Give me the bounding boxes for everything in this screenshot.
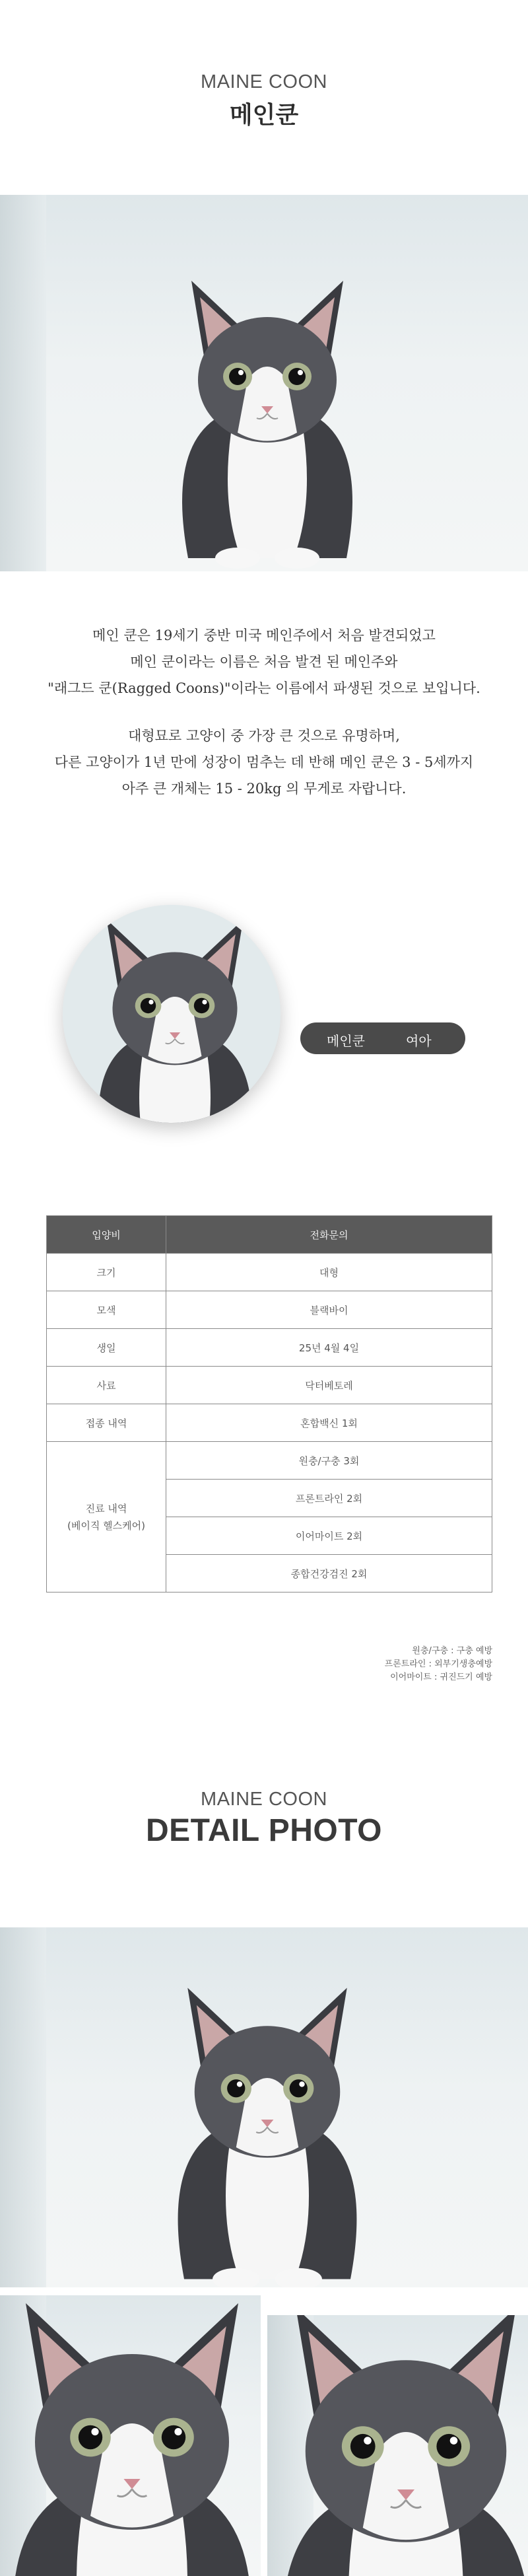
breed-label: 메인쿤 <box>327 1033 365 1049</box>
row-value: 혼합백신 1회 <box>166 1404 492 1442</box>
detail-eyebrow: MAINE COON <box>201 1789 327 1810</box>
kitten-portrait-circle <box>63 905 280 1123</box>
care-item: 이어마이트 2회 <box>166 1517 492 1555</box>
table-row <box>47 1367 492 1404</box>
table-row <box>47 1404 492 1442</box>
note-line: 원충/구충 : 구충 예방 <box>412 1646 492 1656</box>
row-label: 접종 내역 <box>47 1404 166 1442</box>
row-label: 사료 <box>47 1367 166 1404</box>
intro-line: 메인 쿤은 19세기 중반 미국 메인주에서 처음 발견되었고 <box>92 627 436 643</box>
detail-photo-left <box>0 2295 261 2576</box>
note-line: 이어마이트 : 귀진드기 예방 <box>390 1672 492 1682</box>
hero-kitten-photo <box>0 195 528 571</box>
intro-line: "래그드 쿤(Ragged Coons)"이라는 이름에서 파생된 것으로 보입니다. <box>48 680 480 696</box>
row-value: 닥터베토레 <box>166 1367 492 1404</box>
row-value: 블랙바이 <box>166 1291 492 1329</box>
detail-title: DETAIL PHOTO <box>145 1813 383 1848</box>
price-label: 입양비 <box>47 1216 166 1254</box>
care-item: 프론트라인 2회 <box>166 1480 492 1517</box>
info-table <box>46 1215 492 1592</box>
price-value: 전화문의 <box>166 1216 492 1254</box>
sex-label: 여아 <box>406 1033 432 1049</box>
row-label: 크기 <box>47 1254 166 1291</box>
row-value: 대형 <box>166 1254 492 1291</box>
notes <box>385 1645 492 1684</box>
row-label: 모색 <box>47 1291 166 1329</box>
intro-line: 아주 큰 개체는 15 - 20kg 의 무게로 자랍니다. <box>121 781 407 797</box>
intro-line: 다른 고양이가 1년 만에 성장이 멈추는 데 반해 메인 쿤은 3 - 5세까지 <box>54 754 474 770</box>
table-header-row <box>47 1216 492 1254</box>
note-line: 프론트라인 : 외부기생충예방 <box>384 1659 492 1669</box>
care-item: 종합건강검진 2회 <box>166 1555 492 1592</box>
intro-spacer <box>0 701 528 723</box>
table-row <box>47 1254 492 1291</box>
table-row <box>47 1329 492 1367</box>
detail-photo-right <box>267 2315 528 2576</box>
intro-line: 대형묘로 고양이 중 가장 큰 것으로 유명하며, <box>128 728 400 744</box>
page-title: 메인쿤 <box>229 102 299 129</box>
care-item: 원충/구충 3회 <box>166 1442 492 1480</box>
breed-sex-badge <box>300 1022 465 1054</box>
table-row <box>47 1442 492 1480</box>
detail-photo-large <box>0 1927 528 2287</box>
care-label-line: (베이직 헬스케어) <box>67 1519 145 1532</box>
care-label <box>47 1442 166 1592</box>
intro-line: 메인 쿤이라는 이름은 처음 발견 된 메인주와 <box>130 654 398 670</box>
intro-text <box>0 622 528 802</box>
table-row <box>47 1291 492 1329</box>
header-eyebrow: MAINE COON <box>201 71 327 92</box>
care-label-line: 진료 내역 <box>85 1502 127 1515</box>
row-value: 25년 4월 4일 <box>166 1329 492 1367</box>
row-label: 생일 <box>47 1329 166 1367</box>
